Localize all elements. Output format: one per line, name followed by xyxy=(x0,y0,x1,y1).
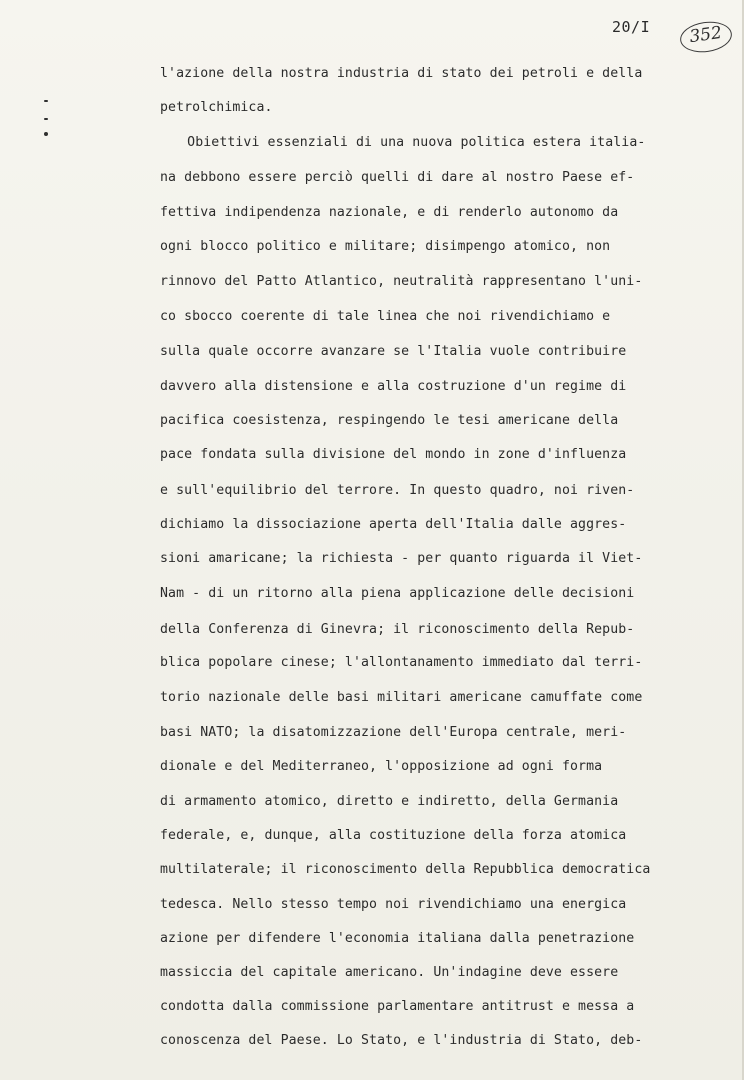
archive-stamp xyxy=(678,19,734,56)
text-line: di armamento atomico, diretto e indiretto, della Germania xyxy=(160,794,619,809)
text-line: torio nazionale delle basi militari americane camuffate come xyxy=(160,690,643,705)
text-line: conoscenza del Paese. Lo Stato, e l'industria di Stato, deb- xyxy=(160,1033,643,1048)
text-line: co sbocco coerente di tale linea che noi rivendichiamo e xyxy=(160,309,611,324)
text-line: dichiamo la dissociazione aperta dell'Italia dalle aggres- xyxy=(160,517,627,532)
margin-mark xyxy=(44,100,48,102)
text-line: sioni amaricane; la richiesta - per quanto riguarda il Viet- xyxy=(160,551,643,566)
text-line: azione per difendere l'economia italiana dalla penetrazione xyxy=(160,931,635,946)
margin-mark xyxy=(44,118,48,120)
text-line: basi NATO; la disatomizzazione dell'Europa centrale, meri- xyxy=(160,725,627,740)
text-line: l'azione della nostra industria di stato dei petroli e della xyxy=(160,66,643,81)
text-line: pace fondata sulla divisione del mondo in zone d'influenza xyxy=(160,447,627,462)
page-number: 20/I xyxy=(612,18,651,36)
text-line: pacifica coesistenza, respingendo le tesi americane della xyxy=(160,413,619,428)
text-line: sulla quale occorre avanzare se l'Italia vuole contribuire xyxy=(160,344,627,359)
text-line: federale, e, dunque, alla costituzione della forza atomica xyxy=(160,828,627,843)
text-line: dionale e del Mediterraneo, l'opposizione ad ogni forma xyxy=(160,759,603,774)
text-line: Obiettivi essenziali di una nuova politica estera italia- xyxy=(155,135,646,150)
text-line: davvero alla distensione e alla costruzione d'un regime di xyxy=(160,379,627,394)
text-line: condotta dalla commissione parlamentare antitrust e messa a xyxy=(160,999,635,1014)
text-line: Nam - di un ritorno alla piena applicazione delle decisioni xyxy=(160,586,635,601)
text-line: ogni blocco politico e militare; disimpengo atomico, non xyxy=(160,239,611,254)
text-line: petrolchimica. xyxy=(160,100,273,115)
text-line: rinnovo del Patto Atlantico, neutralità rappresentano l'uni- xyxy=(160,274,643,289)
text-line: blica popolare cinese; l'allontanamento immediato dal terri- xyxy=(160,655,643,670)
text-line: e sull'equilibrio del terrore. In questo quadro, noi riven- xyxy=(160,483,635,498)
text-line: fettiva indipendenza nazionale, e di renderlo autonomo da xyxy=(160,205,619,220)
text-line: tedesca. Nello stesso tempo noi rivendichiamo una energica xyxy=(160,897,627,912)
text-line: massiccia del capitale americano. Un'indagine deve essere xyxy=(160,965,619,980)
margin-mark xyxy=(44,132,48,136)
archive-stamp-number: 352 xyxy=(688,22,724,48)
text-line: multilaterale; il riconoscimento della Repubblica democratica xyxy=(160,862,651,877)
text-line: della Conferenza di Ginevra; il riconoscimento della Repub- xyxy=(160,622,635,637)
text-line: na debbono essere perciò quelli di dare al nostro Paese ef- xyxy=(160,170,635,185)
